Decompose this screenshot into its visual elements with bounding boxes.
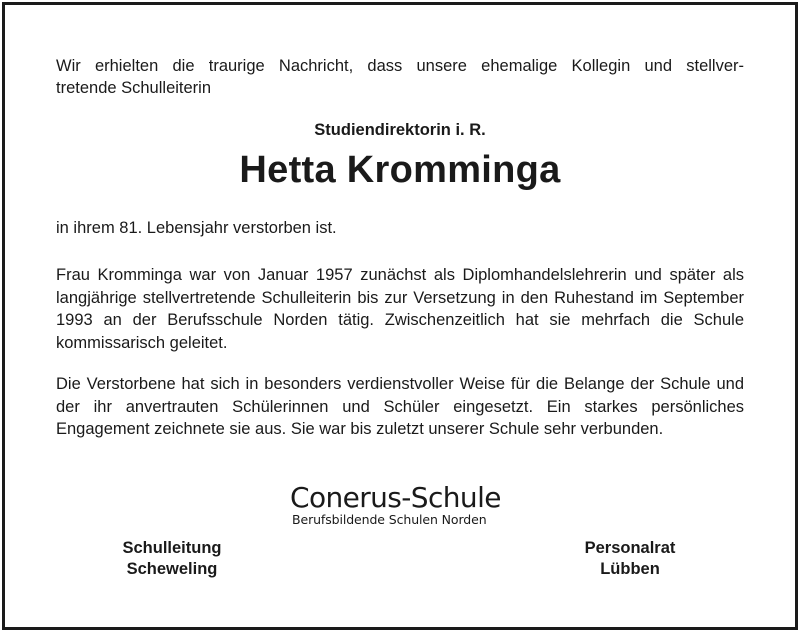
academic-title: Studiendirektorin i. R. bbox=[314, 121, 486, 139]
school-logo-subtitle: Berufsbildende Schulen Norden bbox=[292, 512, 487, 527]
intro-line-1: Wir erhielten die traurige Nachricht, dass unsere ehemalige Kollegin und stellver- bbox=[56, 57, 744, 75]
signature-school-management bbox=[112, 538, 232, 580]
intro-text bbox=[56, 55, 744, 99]
school-logo-title: Conerus-Schule bbox=[290, 481, 501, 514]
signature-left-name: Scheweling bbox=[126, 560, 218, 578]
signature-right-name: Lübben bbox=[600, 560, 660, 578]
intro-line-2: tretende Schulleiterin bbox=[56, 79, 212, 97]
deceased-name: Hetta Kromminga bbox=[239, 149, 561, 191]
tribute-paragraph: Die Verstorbene hat sich in besonders verdienstvoller Weise für die Belange der Schule und der ihr anvertrauten Schülerinnen und Schüler eingesetzt. Ein starkes persönliches Engagement zeichnete sie aus. Sie war bis zuletzt unserer Schule sehr verbunden. bbox=[56, 375, 744, 439]
career-paragraph: Frau Kromminga war von Januar 1957 zunächst als Diplomhandelslehrerin und später als langjährige stellvertretende Schulleiterin bis zur Versetzung in den Ruhestand im September 1993 an der Berufsschule Norden tätig. Zwischenzeitlich hat sie mehrfach die Schule kommissarisch geleitet. bbox=[56, 266, 744, 352]
signature-right-role: Personalrat bbox=[584, 539, 676, 557]
age-line: in ihrem 81. Lebensjahr verstorben ist. bbox=[56, 219, 337, 237]
signature-left-role: Schulleitung bbox=[122, 539, 222, 557]
signature-staff-council bbox=[570, 538, 690, 580]
school-logo bbox=[290, 482, 510, 532]
